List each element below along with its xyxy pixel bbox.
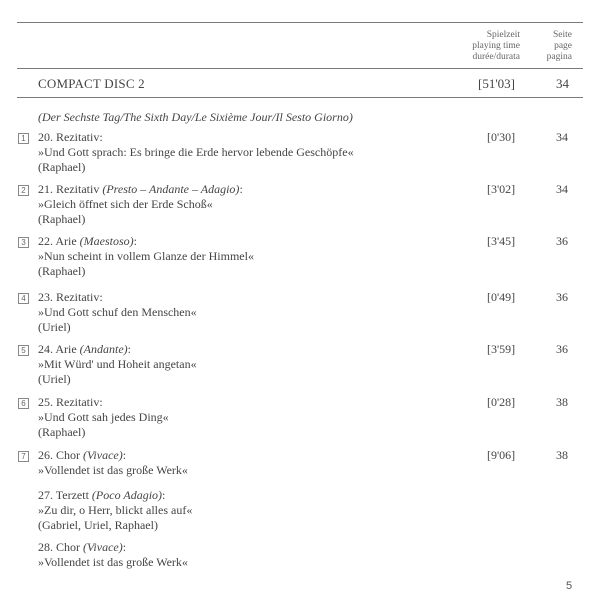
track-title-text: 21. Rezitativ bbox=[38, 182, 103, 196]
track-time: [0'28] bbox=[487, 395, 516, 409]
track-text: »Gleich öffnet sich der Erde Schoß« bbox=[38, 197, 213, 211]
subtrack-title-suffix: : bbox=[162, 488, 166, 502]
subtrack-title bbox=[38, 540, 126, 555]
header-line: playing time bbox=[472, 41, 520, 51]
subtrack-title-suffix: : bbox=[122, 540, 127, 554]
subtrack-singers: (Gabriel, Uriel, Raphael) bbox=[38, 518, 158, 532]
track-singers: (Raphael) bbox=[38, 160, 86, 174]
header-line: Seite bbox=[553, 30, 572, 40]
track-singers: (Raphael) bbox=[38, 212, 86, 226]
track-number-box: 7 bbox=[18, 451, 29, 462]
header-line: Spielzeit bbox=[486, 30, 520, 40]
track-title bbox=[38, 234, 137, 249]
page-number: 5 bbox=[566, 580, 573, 592]
track-page: 38 bbox=[556, 395, 568, 409]
track-title bbox=[38, 448, 126, 463]
track-text: »Vollendet ist das große Werk« bbox=[38, 463, 188, 477]
track-text: »Und Gott schuf den Menschen« bbox=[38, 305, 197, 319]
track-row[interactable] bbox=[0, 395, 597, 440]
subtrack-title-text: 27. Terzett bbox=[38, 488, 92, 502]
track-title bbox=[38, 342, 131, 357]
track-singers: (Uriel) bbox=[38, 320, 71, 334]
track-title-suffix: : bbox=[127, 342, 131, 356]
track-title bbox=[38, 130, 103, 145]
disc-title: COMPACT DISC 2 bbox=[38, 76, 145, 91]
track-page: 34 bbox=[556, 182, 568, 196]
header-line: durée/durata bbox=[472, 52, 520, 62]
track-row[interactable] bbox=[0, 448, 597, 493]
track-text: »Nun scheint in vollem Glanze der Himmel« bbox=[38, 249, 254, 263]
duration-column-header bbox=[452, 30, 520, 63]
subtrack-tempo: (Poco Adagio) bbox=[91, 488, 163, 502]
subtrack-text: »Zu dir, o Herr, blickt alles auf« bbox=[38, 503, 193, 517]
header-rule bbox=[17, 68, 583, 69]
track-page: 38 bbox=[556, 448, 568, 462]
disc-time: [51'03] bbox=[478, 76, 516, 91]
track-title-text: 26. Chor bbox=[38, 448, 83, 462]
track-title-text: 22. Arie bbox=[38, 234, 80, 248]
track-time: [3'45] bbox=[487, 234, 516, 248]
track-number-box: 4 bbox=[18, 293, 29, 304]
subtrack-tempo: (Vivace) bbox=[83, 540, 123, 554]
track-time: [0'30] bbox=[487, 130, 516, 144]
track-tempo: (Presto – Andante – Adagio) bbox=[102, 182, 240, 196]
track-number-box: 2 bbox=[18, 185, 29, 196]
header-line: pagina bbox=[546, 52, 572, 62]
track-page: 34 bbox=[556, 130, 568, 144]
page-column-header bbox=[530, 30, 572, 63]
track-row[interactable] bbox=[0, 290, 597, 335]
subtrack-row bbox=[0, 540, 597, 585]
track-title-text: 20. Rezitativ: bbox=[38, 130, 103, 144]
track-title-suffix: : bbox=[133, 234, 138, 248]
track-row[interactable] bbox=[0, 234, 597, 279]
track-time: [0'49] bbox=[487, 290, 516, 304]
track-tempo: (Maestoso) bbox=[79, 234, 134, 248]
track-singers: (Raphael) bbox=[38, 425, 86, 439]
track-title-text: 25. Rezitativ: bbox=[38, 395, 103, 409]
track-title-text: 23. Rezitativ: bbox=[38, 290, 103, 304]
subtrack-title bbox=[38, 488, 165, 503]
track-number-box: 5 bbox=[18, 345, 29, 356]
top-rule bbox=[17, 22, 583, 23]
track-text: »Und Gott sprach: Es bringe die Erde hervor lebende Geschöpfe« bbox=[38, 145, 354, 159]
subtrack-row bbox=[0, 488, 597, 533]
subtrack-title-text: 28. Chor bbox=[38, 540, 83, 554]
track-title bbox=[38, 182, 243, 197]
track-text: »Und Gott sah jedes Ding« bbox=[38, 410, 169, 424]
track-singers: (Uriel) bbox=[38, 372, 71, 386]
track-time: [3'59] bbox=[487, 342, 516, 356]
track-number-box: 1 bbox=[18, 133, 29, 144]
track-time: [3'02] bbox=[487, 182, 516, 196]
track-tempo: (Andante) bbox=[79, 342, 128, 356]
track-time: [9'06] bbox=[487, 448, 516, 462]
track-row[interactable] bbox=[0, 342, 597, 387]
track-text: »Mit Würd' und Hoheit angetan« bbox=[38, 357, 197, 371]
track-number-box: 3 bbox=[18, 237, 29, 248]
track-page: 36 bbox=[556, 290, 568, 304]
track-page: 36 bbox=[556, 234, 568, 248]
track-title bbox=[38, 395, 103, 410]
disc-rule bbox=[17, 97, 583, 98]
track-title bbox=[38, 290, 103, 305]
track-number-box: 6 bbox=[18, 398, 29, 409]
disc-page: 34 bbox=[556, 76, 569, 91]
track-title-suffix: : bbox=[122, 448, 127, 462]
track-tempo: (Vivace) bbox=[83, 448, 123, 462]
track-row[interactable] bbox=[0, 130, 597, 175]
track-title-suffix: : bbox=[239, 182, 243, 196]
section-title: (Der Sechste Tag/The Sixth Day/Le Sixième Jour/Il Sesto Giorno) bbox=[38, 110, 353, 124]
track-page: 36 bbox=[556, 342, 568, 356]
subtrack-text: »Vollendet ist das große Werk« bbox=[38, 555, 188, 569]
track-row[interactable] bbox=[0, 182, 597, 227]
track-title-text: 24. Arie bbox=[38, 342, 80, 356]
track-singers: (Raphael) bbox=[38, 264, 86, 278]
header-line: page bbox=[554, 41, 572, 51]
